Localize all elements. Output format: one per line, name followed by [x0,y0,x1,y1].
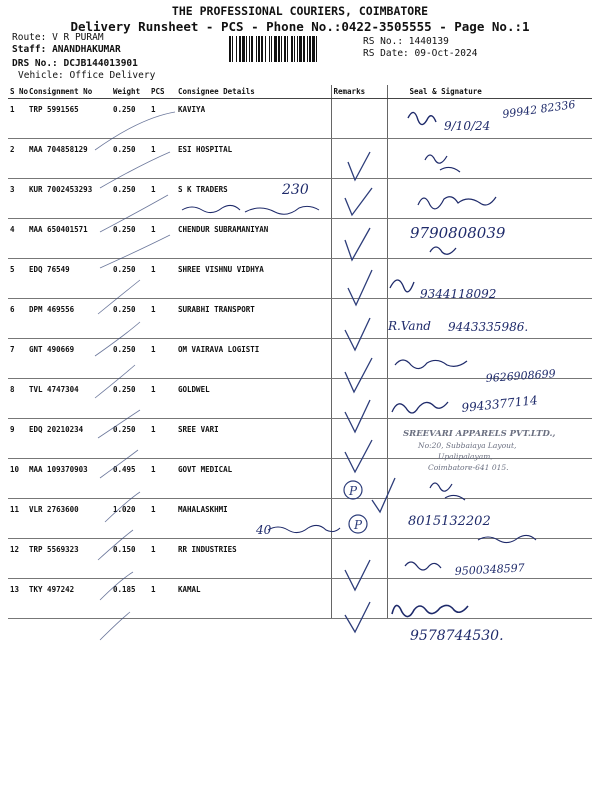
barcode [229,36,355,62]
cell-consignee: OM VAIRAVA LOGISTI [176,339,331,379]
cell-seal-signature [387,579,592,619]
cell-consignee: ESI HOSPITAL [176,139,331,179]
cell-weight: 0.250 [111,219,149,259]
cell-consignment: TVL 4747304 [27,379,111,419]
cell-seal-signature [387,99,592,139]
barcode-bar [312,36,315,62]
barcode-bar [261,36,263,62]
cell-seal-signature [387,499,592,539]
cell-weight: 0.250 [111,299,149,339]
table-row [8,259,592,299]
cell-pcs: 1 [149,259,176,299]
table-row [8,459,592,499]
cell-consignee: RR INDUSTRIES [176,539,331,579]
barcode-bar [291,36,293,62]
cell-remarks [331,179,387,219]
cell-consignment: TRP 5569323 [27,539,111,579]
cell-sno: 13 [8,579,27,619]
cell-pcs: 1 [149,419,176,459]
cell-seal-signature [387,419,592,459]
table-row [8,299,592,339]
cell-weight: 0.185 [111,579,149,619]
column-header: PCS [149,85,176,99]
barcode-bar [256,36,257,62]
cell-pcs: 1 [149,179,176,219]
cell-pcs: 1 [149,539,176,579]
cell-weight: 0.250 [111,339,149,379]
cell-consignment: EDQ 76549 [27,259,111,299]
cell-weight: 0.150 [111,539,149,579]
cell-consignment: KUR 7002453293 [27,179,111,219]
cell-sno: 2 [8,139,27,179]
cell-seal-signature [387,139,592,179]
cell-consignment: EDQ 20210234 [27,419,111,459]
handwritten-note: 230 [282,182,309,198]
handwritten-phone: 8015132202 [408,514,491,529]
cell-remarks [331,339,387,379]
cell-pcs: 1 [149,139,176,179]
barcode-bar [249,36,250,62]
barcode-bar [265,36,266,62]
cell-sno: 4 [8,219,27,259]
rs-no-value: 1440139 [408,36,449,47]
cell-pcs: 1 [149,379,176,419]
barcode-bar [229,36,231,62]
runsheet-table [8,85,592,619]
column-header: S No [8,85,27,99]
stamp-line: Upalipalayam, [438,452,493,461]
cell-consignee: KAVIYA [176,99,331,139]
cell-consignee: KAMAL [176,579,331,619]
cell-consignment: GNT 490669 [27,339,111,379]
cell-weight: 1.020 [111,499,149,539]
barcode-bar [232,36,233,62]
cell-consignment: MAA 109370903 [27,459,111,499]
barcode-bar [239,36,241,62]
barcode-bar [303,36,305,62]
barcode-bar [274,36,277,62]
barcode-bar [299,36,302,62]
cell-remarks [331,219,387,259]
barcode-bar [246,36,247,62]
table-row [8,139,592,179]
cell-sno: 9 [8,419,27,459]
cell-seal-signature [387,219,592,259]
route-value: V R PURAM [52,32,104,43]
staff-value: ANANDHAKUMAR [52,44,121,55]
cell-remarks [331,299,387,339]
table-row [8,539,592,579]
cell-pcs: 1 [149,579,176,619]
table-header-row [8,85,592,99]
barcode-bar [297,36,298,62]
cell-consignment: TKY 497242 [27,579,111,619]
column-header: Consignee Details [176,85,331,99]
barcode-bar [281,36,282,62]
cell-seal-signature [387,379,592,419]
table-row [8,179,592,219]
table-row [8,219,592,259]
cell-pcs: 1 [149,99,176,139]
handwritten-phone: 9626908699 [485,367,557,385]
column-header: Seal & Signature [387,85,592,99]
cell-sno: 11 [8,499,27,539]
stamp-line: SREEVARI APPARELS PVT.LTD., [403,429,556,439]
cell-remarks [331,419,387,459]
cell-weight: 0.250 [111,259,149,299]
cell-remarks [331,379,387,419]
rs-no-info: RS No.: 1440139 [363,36,449,47]
cell-consignment: VLR 2763600 [27,499,111,539]
runsheet-title: Delivery Runsheet - PCS - Phone No.:0422-3505555 - Page No.:1 [70,19,530,34]
cell-sno: 8 [8,379,27,419]
column-header: Weight [111,85,149,99]
cell-remarks [331,459,387,499]
cell-pcs: 1 [149,459,176,499]
cell-consignee: S K TRADERS [176,179,331,219]
cell-consignment: MAA 650401571 [27,219,111,259]
cell-sno: 10 [8,459,27,499]
handwritten-phone: 9500348597 [454,561,526,578]
cell-consignee: SURABHI TRANSPORT [176,299,331,339]
barcode-bar [251,36,253,62]
column-header: Consignment No [27,85,111,99]
cell-consignee: SREE VARI [176,419,331,459]
stamp-line: No:20, Subbaiaya Layout, [418,441,517,450]
cell-remarks [331,499,387,539]
table-row [8,379,592,419]
table-row [8,339,592,379]
barcode-bar [307,36,308,62]
cell-pcs: 1 [149,339,176,379]
cell-pcs: 1 [149,499,176,539]
vehicle-value: Office Delivery [69,70,156,81]
cell-sno: 6 [8,299,27,339]
table-row [8,499,592,539]
cell-pcs: 1 [149,219,176,259]
handwritten-name: R.Vand [388,319,431,333]
staff-info: Staff: ANANDHAKUMAR [12,44,121,55]
table-row [8,419,592,459]
handwritten-phone: 9344118092 [420,287,497,301]
cell-sno: 5 [8,259,27,299]
cell-sno: 12 [8,539,27,579]
stamp-line: Coimbatore-641 015. [428,463,509,472]
remark-p-mark: P [349,484,358,498]
cell-consignment: DPM 469556 [27,299,111,339]
barcode-bar [236,36,237,62]
handwritten-phone: 99942 82336 [501,97,577,121]
cell-seal-signature [387,299,592,339]
cell-consignee: MAHALASKHMI [176,499,331,539]
cell-remarks [331,139,387,179]
rs-date-info: RS Date: 09-Oct-2024 [363,48,478,59]
barcode-bar [309,36,311,62]
cell-weight: 0.250 [111,139,149,179]
cell-seal-signature [387,339,592,379]
handwritten-note: 40 [256,523,272,537]
table-row [8,579,592,619]
cell-sno: 1 [8,99,27,139]
cell-weight: 0.250 [111,99,149,139]
rs-date-value: 09-Oct-2024 [414,48,478,59]
cell-consignment: TRP 5991565 [27,99,111,139]
cell-weight: 0.495 [111,459,149,499]
cell-seal-signature [387,459,592,499]
cell-weight: 0.250 [111,379,149,419]
remark-p-mark: P [354,518,363,532]
barcode-bar [269,36,270,62]
vehicle-info: Vehicle: Office Delivery [18,70,156,81]
handwritten-phone: 9790808039 [410,224,506,242]
table-row [8,99,592,139]
route-info: Route: V R PURAM [12,32,104,43]
cell-remarks [331,539,387,579]
cell-remarks [331,99,387,139]
column-header: Remarks [331,85,387,99]
handwritten-phone: 9943377114 [460,393,539,415]
handwritten-phone: 9443335986. [448,320,529,334]
cell-sno: 7 [8,339,27,379]
company-title: THE PROFESSIONAL COURIERS, COIMBATORE [171,4,429,18]
barcode-bar [242,36,245,62]
barcode-bar [278,36,280,62]
barcode-bar [316,36,317,62]
cell-remarks [331,579,387,619]
barcode-bar [271,36,272,62]
cell-weight: 0.250 [111,179,149,219]
cell-consignee: SHREE VISHNU VIDHYA [176,259,331,299]
cell-consignee: CHENDUR SUBRAMANIYAN [176,219,331,259]
cell-consignee: GOVT MEDICAL [176,459,331,499]
cell-remarks [331,259,387,299]
cell-seal-signature [387,539,592,579]
cell-seal-signature [387,259,592,299]
cell-consignee: GOLDWEL [176,379,331,419]
cell-sno: 3 [8,179,27,219]
barcode-bar [284,36,286,62]
drs-value: DCJB144013901 [63,58,138,69]
handwritten-phone: 9578744530. [410,628,504,644]
cell-weight: 0.250 [111,419,149,459]
barcode-bar [258,36,260,62]
handwritten-date: 9/10/24 [444,119,491,133]
barcode-bar [294,36,295,62]
cell-consignment: MAA 704858129 [27,139,111,179]
barcode-bar [287,36,288,62]
cell-seal-signature [387,179,592,219]
drs-info: DRS No.: DCJB144013901 [12,58,138,69]
cell-pcs: 1 [149,299,176,339]
